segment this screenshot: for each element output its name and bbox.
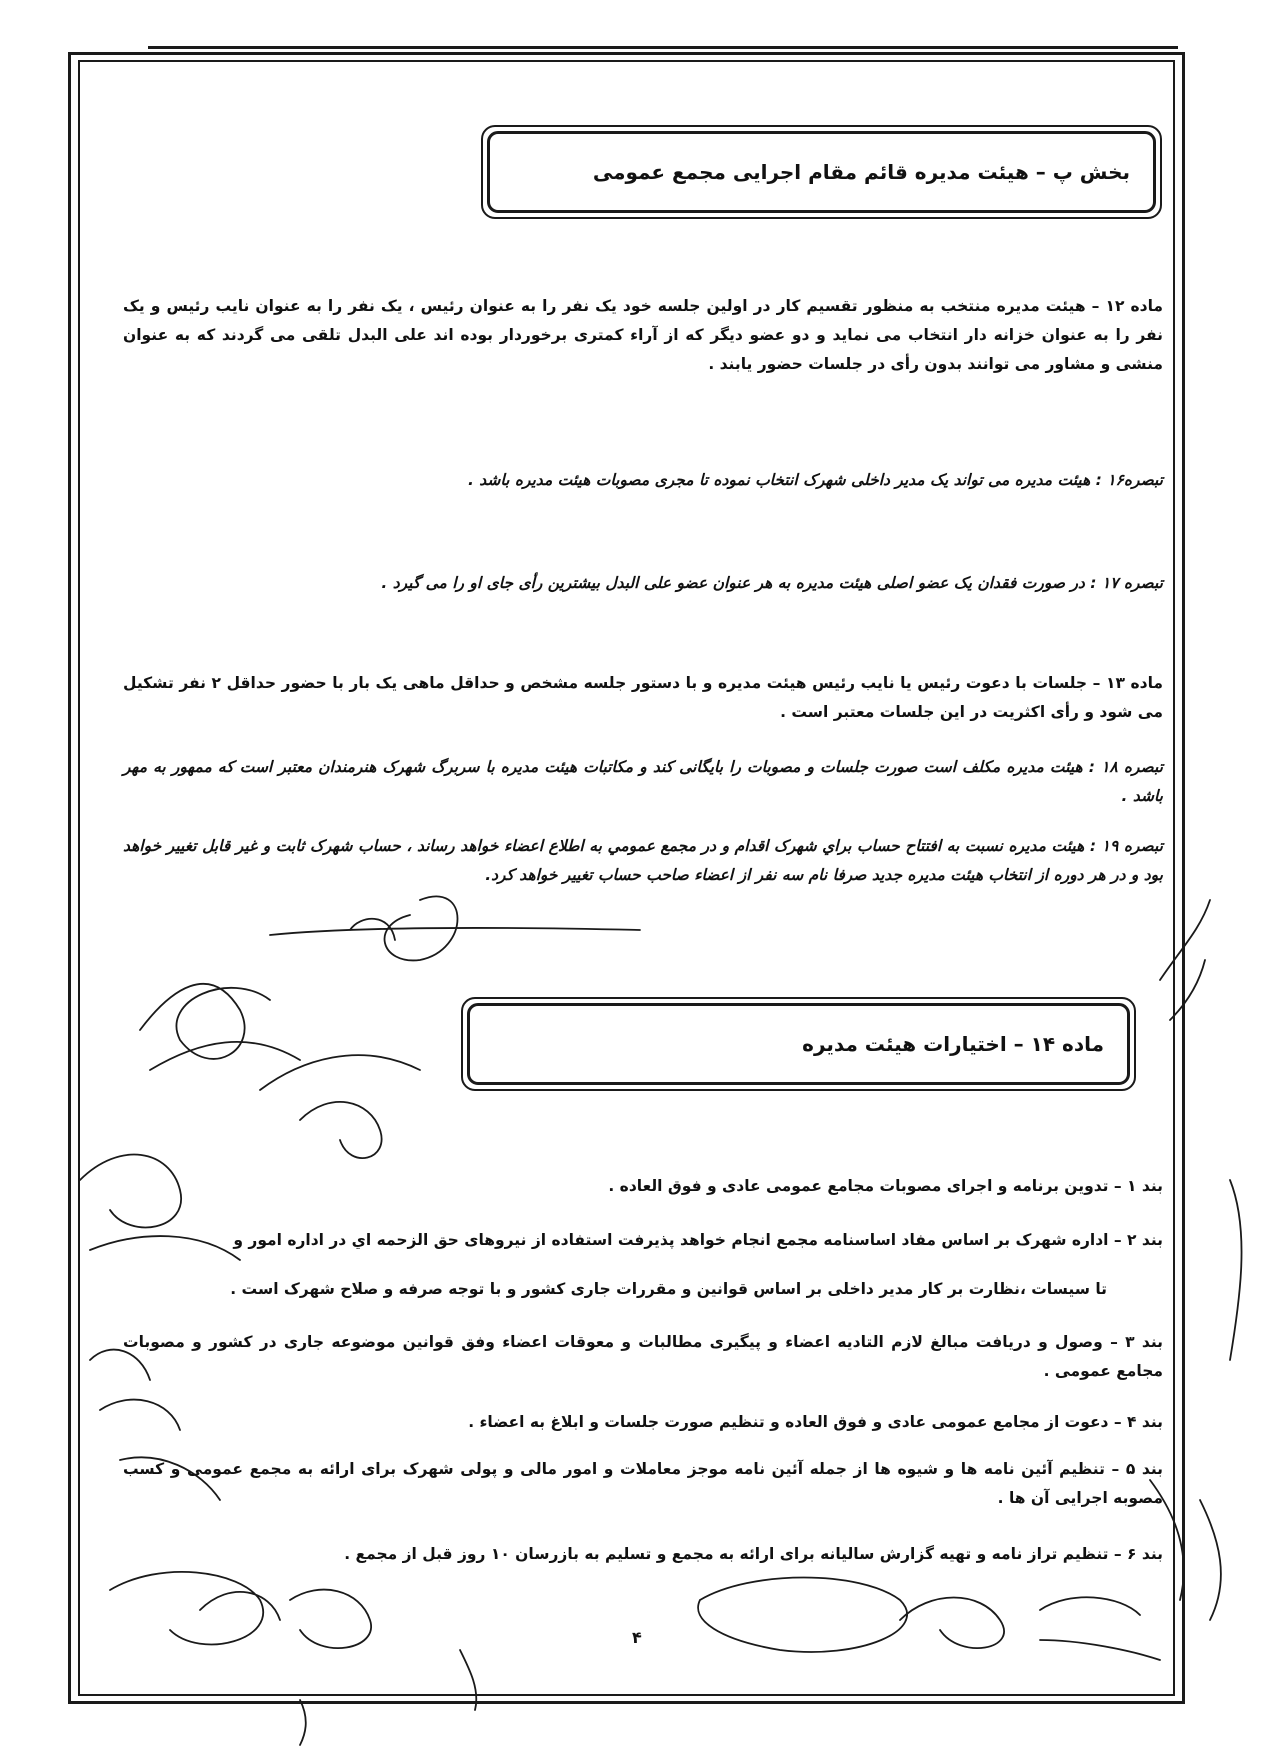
note-17: تبصره ۱۷ : در صورت فقدان یک عضو اصلی هیئت مدیره به هر عنوان عضو علی البدل بیشترین رأی جای او را می گیرد . xyxy=(381,574,1163,592)
item-1: بند ۱ – تدوین برنامه و اجرای مصوبات مجامع عمومی عادی و فوق العاده . xyxy=(608,1177,1163,1195)
scan-edge-top xyxy=(148,46,1178,49)
article-13: ماده ۱۳ – جلسات با دعوت رئیس یا نایب رئیس هیئت مدیره و با دستور جلسه مشخص و حداقل ماهی یک بار با حضور حداقل ۲ نفر تشکیل می شود و رأی اکثریت در این جلسات معتبر است . xyxy=(123,674,1163,721)
item-2-continued: تا سیسات ،نظارت بر کار مدیر داخلی بر اساس قوانین و مقررات جاری کشور و با توجه صرفه و صلاح شهرک است . xyxy=(230,1280,1107,1298)
article-14-title: ماده ۱۴ – اختیارات هیئت مدیره xyxy=(802,1032,1104,1056)
note-16: تبصره۱۶ : هیئت مدیره می تواند یک مدیر داخلی شهرک انتخاب نموده تا مجری مصوبات هیئت مدیره باشد . xyxy=(467,471,1163,489)
note-18: تبصره ۱۸ : هیئت مدیره مکلف است صورت جلسات و مصوبات را بایگانی کند و مکاتبات هیئت مدیره با سربرگ شهرک هنرمندان معتبر است که ممهور به مهر باشد . xyxy=(123,758,1163,805)
item-6: بند ۶ – تنظیم تراز نامه و تهیه گزارش سالیانه برای ارائه به مجمع و تسلیم به بازرسان ۱۰ روز قبل از مجمع . xyxy=(344,1545,1163,1563)
item-2: بند ۲ – اداره شهرک بر اساس مفاد اساسنامه مجمع انجام خواهد پذیرفت استفاده از نیروهای حق الزحمه اي در اداره امور و xyxy=(233,1231,1163,1249)
section-title: بخش پ – هیئت مدیره قائم مقام اجرایی مجمع عمومی xyxy=(592,160,1130,184)
article-14-title-box xyxy=(461,997,1136,1091)
item-4: بند ۴ – دعوت از مجامع عمومی عادی و فوق العاده و تنظیم صورت جلسات و ابلاغ به اعضاء . xyxy=(468,1413,1163,1431)
section-title-box xyxy=(481,125,1162,219)
note-19: تبصره ۱۹ : هیئت مدیره نسبت به افتتاح حساب براي شهرک اقدام و در مجمع عمومي به اطلاع اعضاء خواهد رساند ، حساب شهرک ثابت و غیر قابل تغییر خواهد بود و در هر دوره از انتخاب هیئت مدیره جدید صرفا نام سه نفر از اعضاء صاحب حساب تغییر خواهد کرد. xyxy=(123,837,1163,884)
item-5: بند ۵ – تنظیم آئین نامه ها و شیوه ها از جمله آئین نامه موجز معاملات و امور مالی و پولی شهرک برای ارائه به مجمع عمومی و کسب مصوبه اجرایی آن ها . xyxy=(123,1460,1163,1507)
item-3: بند ۳ – وصول و دریافت مبالغ لازم التادیه اعضاء و پیگیری مطالبات و معوقات اعضاء وفق قوانین موضوعه جاری در کشور و مصوبات مجامع عمومی . xyxy=(123,1333,1164,1380)
article-12: ماده ۱۲ – هیئت مدیره منتخب به منظور تقسیم کار در اولین جلسه خود یک نفر را به عنوان رئیس ، یک نفر را به عنوان نایب رئیس و یک نفر را به عنوان خزانه دار انتخاب می نماید و دو عضو دیگر که از آراء کمتری برخوردار بوده اند علی البدل تلقی می گردند که به عنوان منشی و مشاور می توانند بدون رأی در جلسات حضور یابند . xyxy=(123,297,1163,373)
page-number: ۴ xyxy=(632,1628,642,1647)
